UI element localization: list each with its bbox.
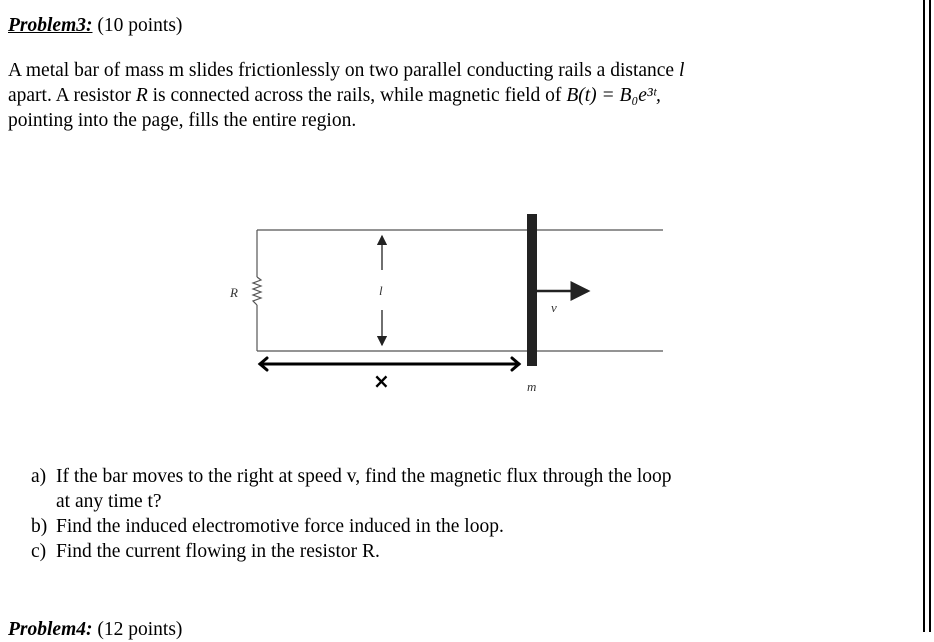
label-x: ×	[373, 369, 390, 393]
statement-line-3: pointing into the page, fills the entire region.	[8, 110, 357, 131]
question-c-marker: c)	[31, 541, 47, 562]
statement-line-1: A metal bar of mass m slides frictionlessly on two parallel conducting rails a distance l	[8, 60, 685, 81]
resistor-icon	[253, 277, 261, 305]
problem4-points: (12 points)	[97, 619, 183, 640]
question-a-marker: a)	[31, 466, 47, 487]
metal-bar	[527, 214, 537, 366]
question-a-line-1: If the bar moves to the right at speed v, find the magnetic flux through the loop	[56, 466, 672, 487]
label-l: l	[379, 283, 383, 298]
problem4-heading	[8, 618, 182, 642]
problem3-points: (10 points)	[97, 15, 183, 36]
problem3-title: Problem3:	[8, 15, 93, 36]
label-m: m	[527, 379, 537, 394]
label-v: v	[551, 300, 557, 315]
rails	[253, 230, 663, 351]
question-c-line-1: Find the current flowing in the resistor R.	[56, 541, 380, 562]
question-a-line-2: at any time t?	[56, 491, 162, 512]
label-R: R	[230, 285, 238, 300]
problem4-title: Problem4:	[8, 619, 93, 640]
question-b-line-1: Find the induced electromotive force induced in the loop.	[56, 516, 504, 537]
field-expression: B(t) = B₀e³ᵗ,	[566, 85, 661, 106]
question-b-marker: b)	[31, 516, 48, 537]
statement-line-2: apart. A resistor R is connected across the rails, while magnetic field of B(t) = B₀e³ᵗ,	[8, 85, 661, 106]
